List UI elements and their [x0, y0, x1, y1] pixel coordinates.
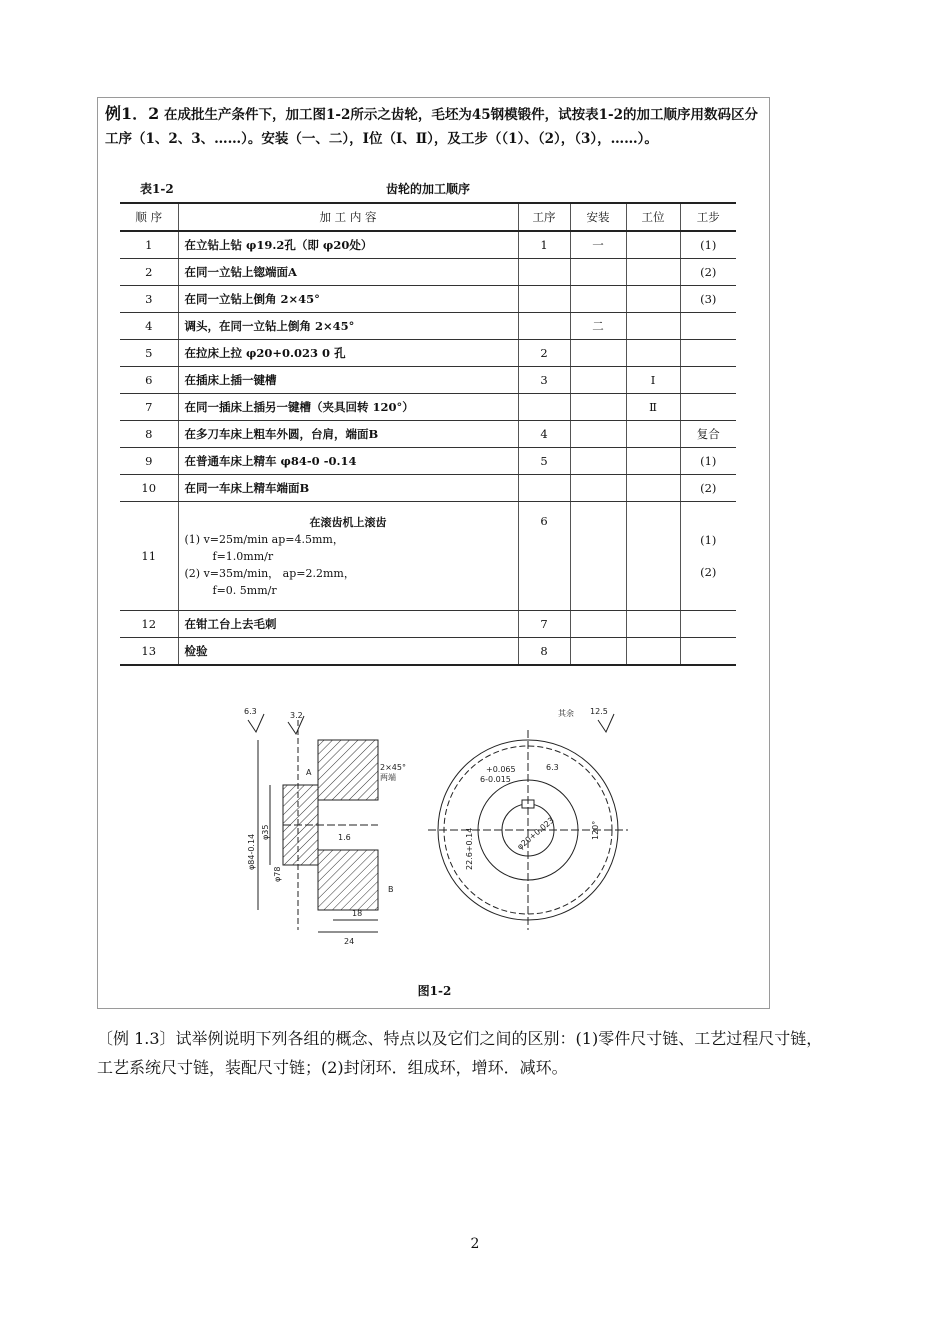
- cell-process: 4: [518, 421, 570, 448]
- table-row: [120, 638, 736, 666]
- cell-seq: 7: [120, 394, 178, 421]
- cell-seq: 8: [120, 421, 178, 448]
- cell-position: Ⅰ: [626, 367, 680, 394]
- front-labels: [465, 707, 608, 870]
- cell-seq: 6: [120, 367, 178, 394]
- key-tolerance-lower: 6-0.015: [480, 775, 511, 784]
- cell-step: [680, 340, 736, 367]
- cell-position: [626, 340, 680, 367]
- cell-content: 在同一插床上插另一键槽（夹具回转 120°）: [178, 394, 518, 421]
- cell-process: 8: [518, 638, 570, 666]
- figure-caption: 图1-2: [417, 984, 452, 998]
- cell-install: [570, 394, 626, 421]
- cell-seq: 3: [120, 286, 178, 313]
- cell-process: [518, 313, 570, 340]
- roughness-label: 6.3: [244, 707, 257, 716]
- cell-step: (1): [680, 231, 736, 259]
- table-row: [120, 231, 736, 259]
- angle-label: 120°: [591, 820, 600, 840]
- diameter-78-label: φ78: [273, 866, 282, 882]
- cell-step: (2): [680, 259, 736, 286]
- cell-step: [680, 502, 736, 611]
- cell-step: [680, 394, 736, 421]
- surface-b-label: B: [388, 885, 394, 894]
- cell-content: 在钳工台上去毛刺: [178, 611, 518, 638]
- scanned-figure-panel: [97, 97, 770, 1009]
- cell-step: 复合: [680, 421, 736, 448]
- cell-position: [626, 502, 680, 611]
- row11-step2: (2): [700, 565, 717, 579]
- cell-process: 1: [518, 231, 570, 259]
- cell-install: [570, 502, 626, 611]
- cell-position: Ⅱ: [626, 394, 680, 421]
- cell-step: [680, 367, 736, 394]
- example-1-3-paragraph: 〔例 1.3〕试举例说明下列各组的概念、特点以及它们之间的区别：(1)零件尺寸链、工艺过程尺寸链，工艺系统尺寸链，装配尺寸链；(2)封闭环．组成环，增环．减环。: [97, 1029, 823, 1077]
- cell-position: [626, 611, 680, 638]
- chamfer-note: 两端: [380, 773, 396, 782]
- cell-position: [626, 231, 680, 259]
- cell-install: [570, 340, 626, 367]
- cell-seq: 1: [120, 231, 178, 259]
- diameter-35-label: φ35: [261, 824, 270, 840]
- cell-install: 一: [570, 231, 626, 259]
- cell-seq: 4: [120, 313, 178, 340]
- cell-process: 3: [518, 367, 570, 394]
- surface-a-label: A: [306, 768, 312, 777]
- table-row: [120, 394, 736, 421]
- cell-content: 在同一立钻上倒角 2×45°: [178, 286, 518, 313]
- example-text: 在成批生产条件下，加工图1-2所示之齿轮，毛坯为45钢模锻件，试按表1-2的加工顺序用数码区分工序（1、2、3、……）。安装（一、二），Ⅰ位（Ⅰ、Ⅱ），及工步（（1）、（2），（3），……）。: [105, 107, 759, 147]
- table-row: [120, 475, 736, 502]
- example-label: 例1．2: [105, 104, 160, 123]
- header-step: 工步: [680, 203, 736, 231]
- cell-install: [570, 259, 626, 286]
- width-24-label: 24: [344, 937, 355, 946]
- cell-content-multiline: [178, 502, 518, 611]
- cell-step: (2): [680, 475, 736, 502]
- cell-content: 调头，在同一立钻上倒角 2×45°: [178, 313, 518, 340]
- cell-install: [570, 475, 626, 502]
- header-seq: 顺 序: [120, 203, 178, 231]
- cell-process: [518, 394, 570, 421]
- table-row: [120, 502, 736, 611]
- cell-step: (3): [680, 286, 736, 313]
- table-row: [120, 448, 736, 475]
- rest-label: 其余: [558, 709, 574, 718]
- key-tolerance-upper: +0.065: [486, 765, 516, 774]
- table-title: 齿轮的加工顺序: [385, 182, 470, 196]
- cell-seq: 10: [120, 475, 178, 502]
- header-content: 加 工 内 容: [178, 203, 518, 231]
- row11-line2: f=1.0mm/r: [212, 549, 274, 563]
- page-number: 2: [470, 1236, 480, 1252]
- keyway-depth-label: 22.6+0.14: [465, 827, 474, 870]
- bore-diameter-label: φ20+0.023: [515, 815, 556, 852]
- cell-seq: 13: [120, 638, 178, 666]
- table-row: [120, 313, 736, 340]
- cell-position: [626, 448, 680, 475]
- cell-step: (1): [680, 448, 736, 475]
- roughness-label: 6.3: [546, 763, 559, 772]
- cell-content: 在多刀车床上粗车外圆，台肩，端面B: [178, 421, 518, 448]
- cell-step: [680, 611, 736, 638]
- cell-position: [626, 638, 680, 666]
- chamfer-label: 2×45°: [380, 763, 406, 772]
- process-table: [120, 202, 736, 666]
- cell-install: [570, 421, 626, 448]
- cell-position: [626, 286, 680, 313]
- cell-process: 5: [518, 448, 570, 475]
- row11-line1: (1) v=25m/min ap=4.5mm，: [184, 532, 344, 546]
- row11-heading: 在滚齿机上滚齿: [309, 515, 387, 529]
- cell-install: [570, 638, 626, 666]
- cell-seq: 2: [120, 259, 178, 286]
- table-row: [120, 611, 736, 638]
- cell-process: [518, 475, 570, 502]
- cell-install: [570, 611, 626, 638]
- row11-step1: (1): [700, 533, 717, 547]
- table-row: [120, 421, 736, 448]
- cell-process: 6: [518, 502, 570, 611]
- table-header-row: [120, 203, 736, 231]
- width-18-label: 18: [352, 909, 363, 918]
- cell-content: 在同一车床上精车端面B: [178, 475, 518, 502]
- cell-seq: 11: [120, 502, 178, 611]
- gear-drawing: [228, 700, 628, 960]
- cell-position: [626, 259, 680, 286]
- cell-step: [680, 638, 736, 666]
- table-row: [120, 286, 736, 313]
- cell-seq: 12: [120, 611, 178, 638]
- rest-roughness-value: 12.5: [590, 707, 608, 716]
- cell-position: [626, 313, 680, 340]
- example-1-2-statement: [105, 102, 765, 151]
- hatched-rim-top: [318, 740, 378, 800]
- roughness-label: 1.6: [338, 833, 351, 842]
- header-install: 安装: [570, 203, 626, 231]
- roughness-label: 3.2: [290, 711, 303, 720]
- table-row: [120, 367, 736, 394]
- cell-seq: 5: [120, 340, 178, 367]
- table-row: [120, 259, 736, 286]
- hatched-rim-bottom: [318, 850, 378, 910]
- cell-content: 在立钻上钻 φ19.2孔（即 φ20处）: [178, 231, 518, 259]
- table-label: 表1-2: [140, 182, 174, 196]
- cell-content: 在插床上插一键槽: [178, 367, 518, 394]
- cell-content: 检验: [178, 638, 518, 666]
- cell-position: [626, 475, 680, 502]
- table-row: [120, 340, 736, 367]
- cell-step: [680, 313, 736, 340]
- cell-process: 2: [518, 340, 570, 367]
- roughness-symbol: [248, 714, 264, 732]
- cell-content: 在普通车床上精车 φ84-0 -0.14: [178, 448, 518, 475]
- header-position: 工位: [626, 203, 680, 231]
- cell-install: [570, 286, 626, 313]
- diameter-84-label: φ84-0.14: [247, 833, 256, 870]
- cell-install: [570, 448, 626, 475]
- cell-content: 在同一立钻上锪端面A: [178, 259, 518, 286]
- row11-line4: f=0. 5mm/r: [212, 583, 277, 597]
- row11-line3: (2) v=35m/min， ap=2.2mm，: [184, 566, 355, 580]
- cell-seq: 9: [120, 448, 178, 475]
- cell-content: 在拉床上拉 φ20+0.023 0 孔: [178, 340, 518, 367]
- roughness-symbol: [598, 714, 614, 732]
- section-view: [248, 714, 378, 932]
- cell-install: 二: [570, 313, 626, 340]
- cell-process: 7: [518, 611, 570, 638]
- cell-position: [626, 421, 680, 448]
- cell-process: [518, 286, 570, 313]
- cell-install: [570, 367, 626, 394]
- cell-process: [518, 259, 570, 286]
- header-process: 工序: [518, 203, 570, 231]
